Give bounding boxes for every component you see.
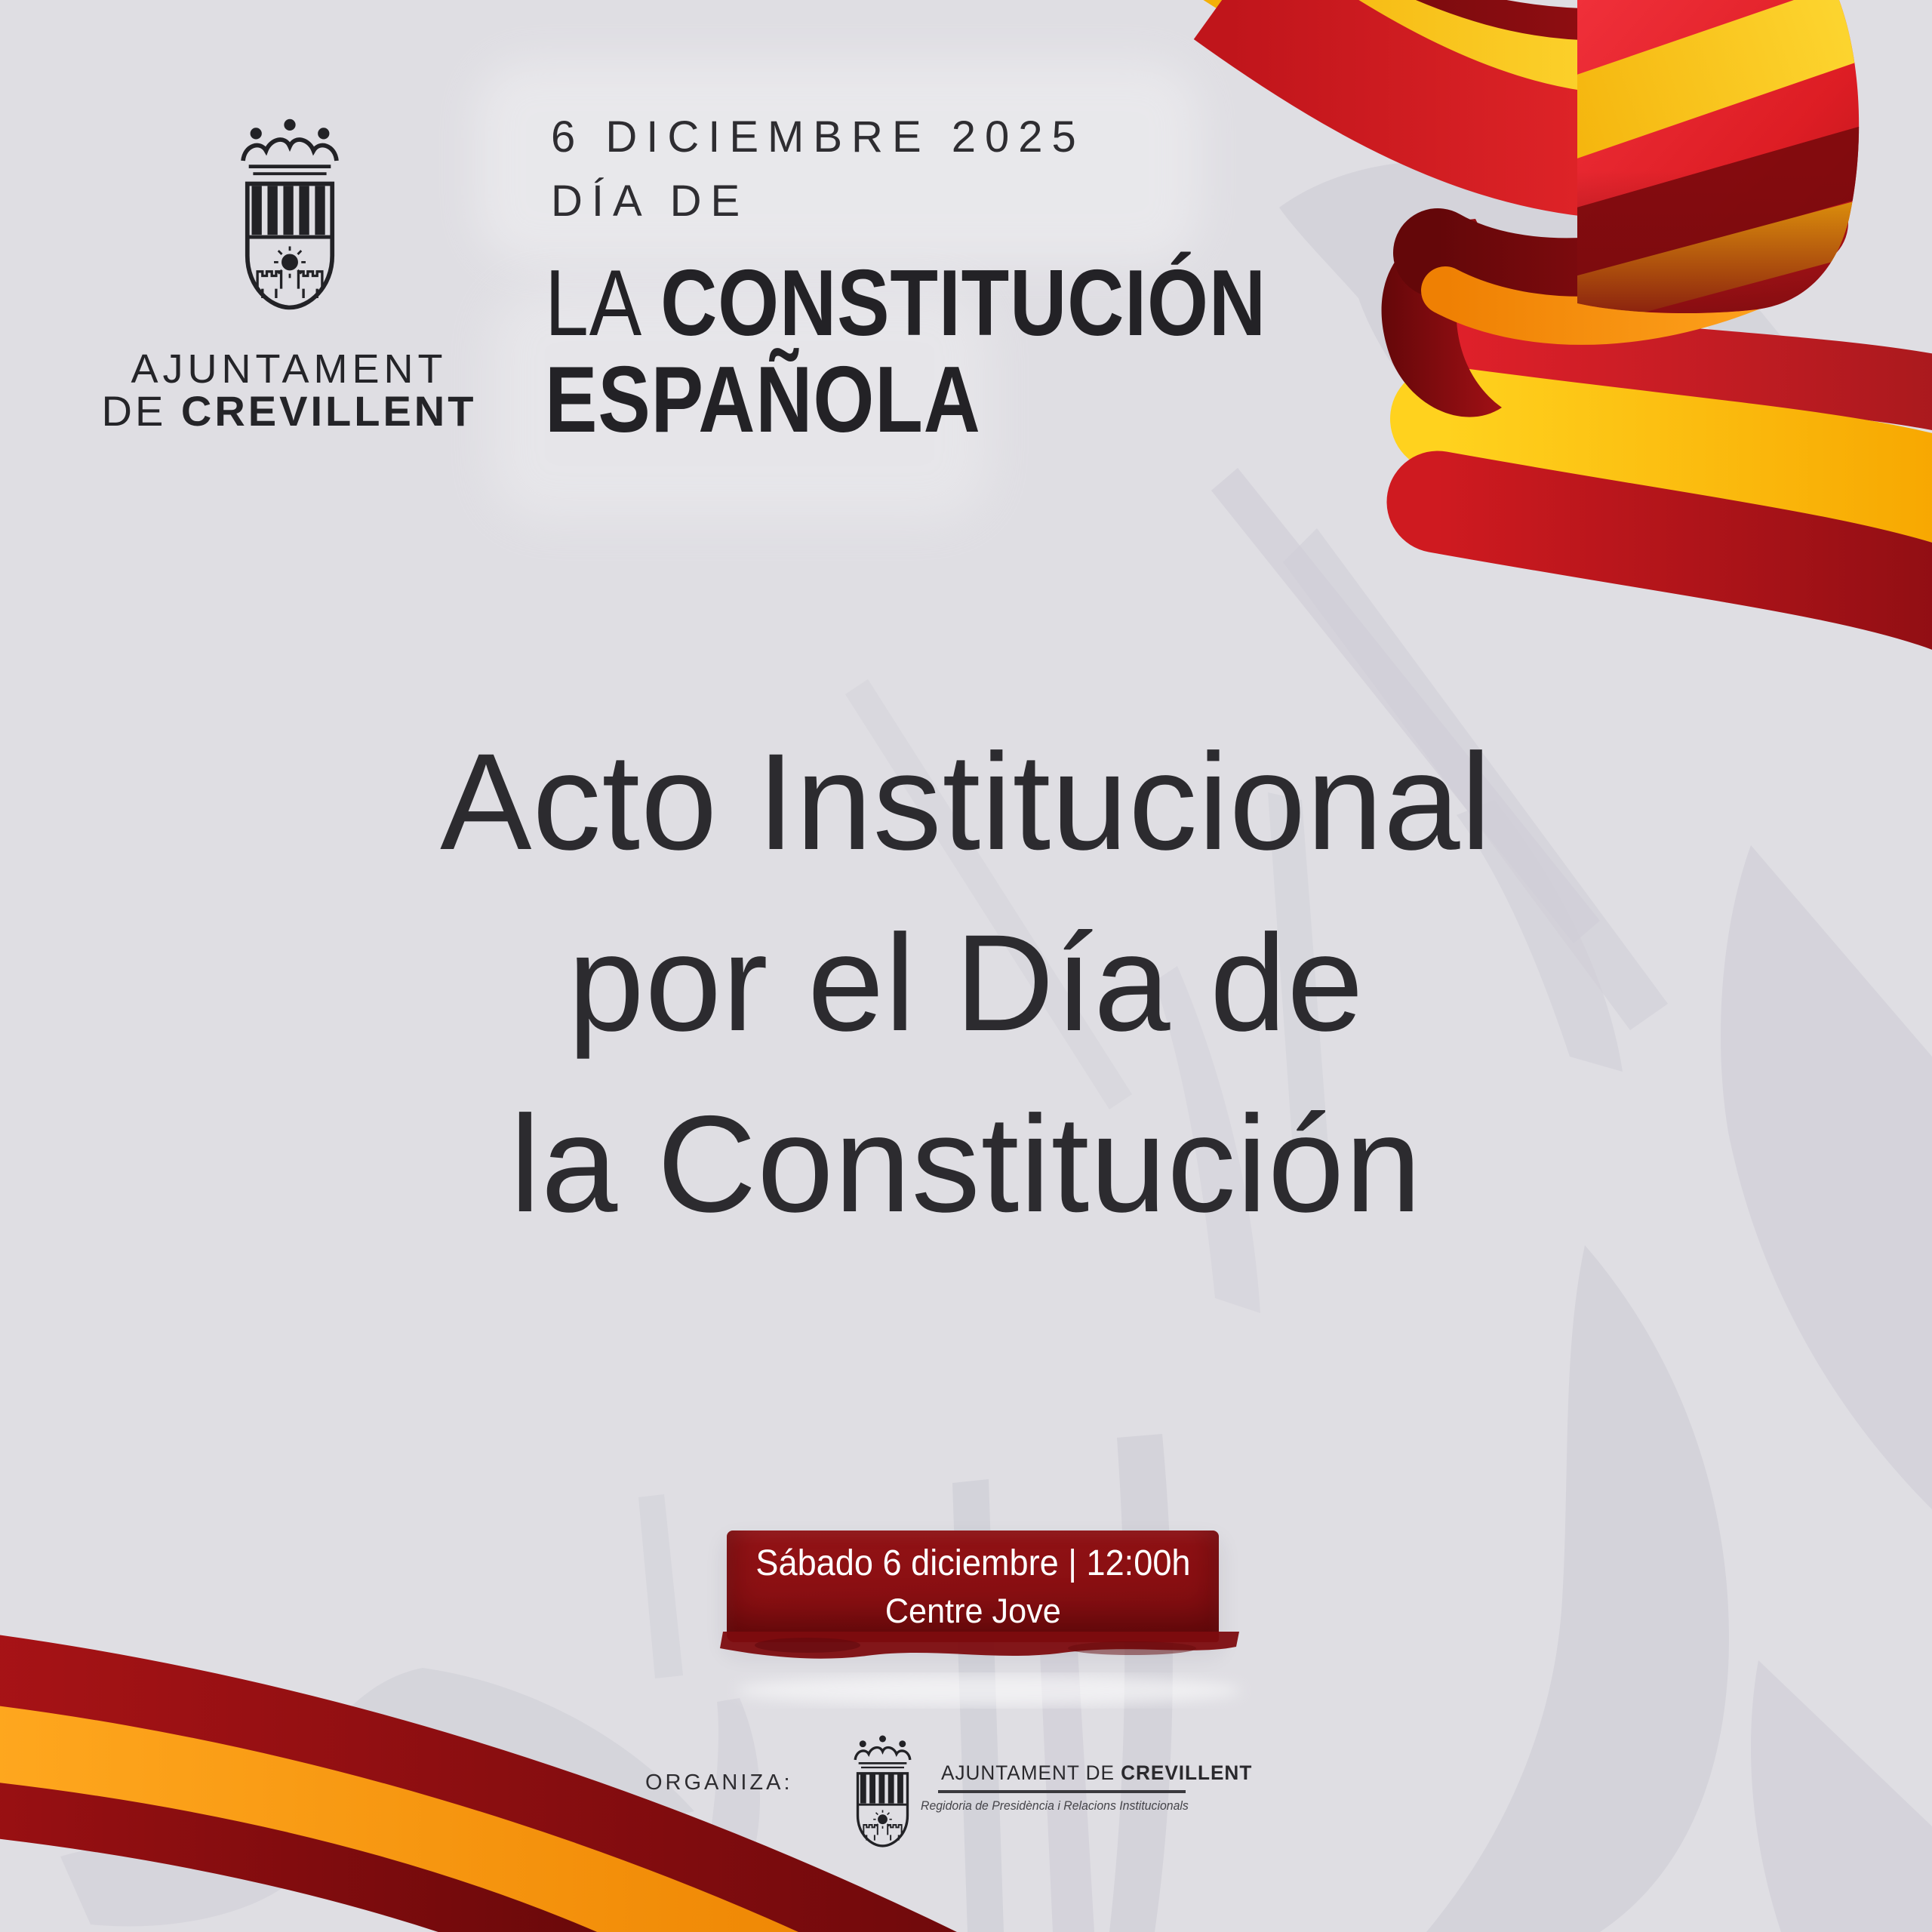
header-title-light: LA [545, 251, 661, 355]
organizer-department: Regidoria de Presidència i Relacions Institucionals [921, 1799, 1189, 1813]
main-title-line2: por el Día de [568, 906, 1364, 1060]
organizer-name-prefix: AJUNTAMENT DE [941, 1761, 1121, 1784]
top-logo-name-bold: CREVILLENT [180, 387, 477, 435]
header-title-bold: CONSTITUCIÓN [660, 251, 1266, 355]
main-title-line3: la Constitución [509, 1087, 1423, 1241]
header-title-line1 [545, 251, 1266, 355]
header-title [545, 251, 1266, 452]
organizer-coat-of-arms-icon [847, 1733, 918, 1860]
header-date: 6 DICIEMBRE 2025 [551, 112, 1085, 162]
header-title-line2: ESPAÑOLA [545, 348, 981, 452]
banner-brush-stroke [709, 1632, 1268, 1722]
event-banner [727, 1531, 1219, 1642]
banner-venue: Centre Jove [884, 1591, 1061, 1630]
top-logo-name-prefix: DE [101, 387, 181, 435]
main-title-line1: Acto Institucional [440, 724, 1492, 878]
organizer-label: ORGANIZA: [645, 1770, 793, 1795]
main-title [0, 711, 1932, 1254]
organizer-name-bold: CREVILLENT [1121, 1761, 1253, 1784]
top-logo-name-line1: AJUNTAMENT [131, 346, 448, 392]
header-day: DÍA DE [551, 177, 749, 226]
organizer-divider [938, 1790, 1186, 1793]
organizer-name [941, 1761, 1253, 1785]
municipal-coat-of-arms-icon [229, 115, 351, 331]
banner-schedule: Sábado 6 diciembre | 12:00h [755, 1543, 1191, 1583]
top-logo-name-line2 [63, 386, 515, 435]
ghost-highlight [475, 60, 1200, 264]
